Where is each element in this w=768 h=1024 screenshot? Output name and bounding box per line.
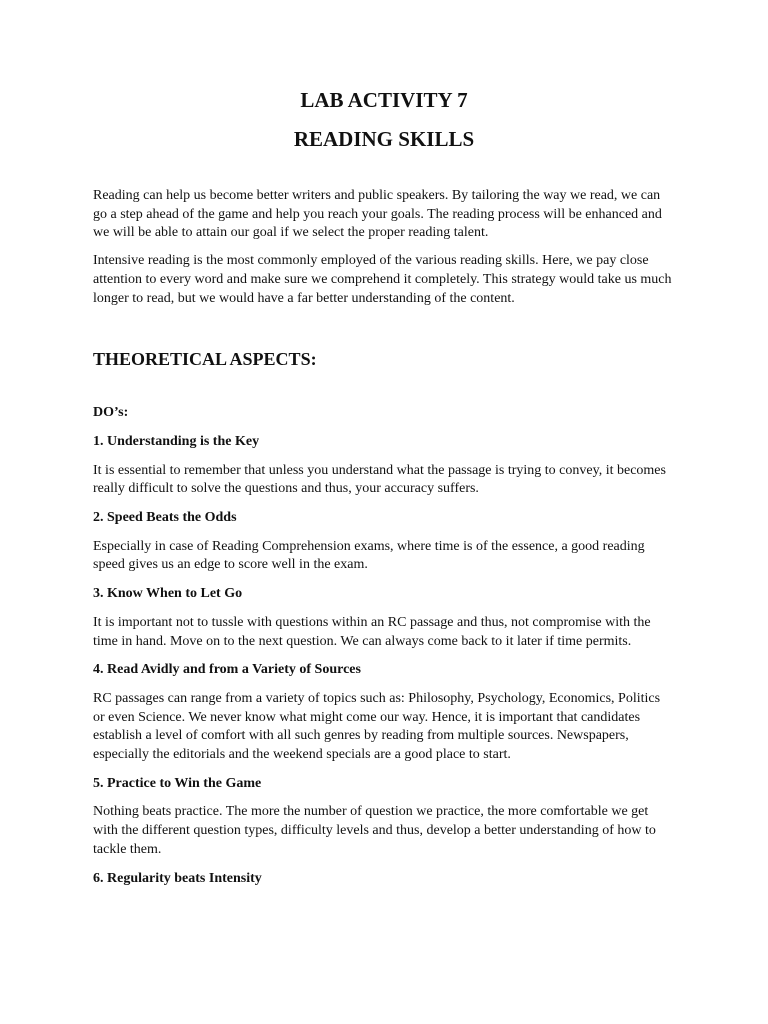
document-title: LAB ACTIVITY 7 xyxy=(300,88,468,112)
item-heading-6: 6. Regularity beats Intensity xyxy=(93,870,262,886)
dos-label: DO’s: xyxy=(93,405,129,421)
item-heading-5: 5. Practice to Win the Game xyxy=(93,775,262,791)
item-heading-4: 4. Read Avidly and from a Variety of Sources xyxy=(93,662,361,678)
item-heading-1: 1. Understanding is the Key xyxy=(93,433,260,449)
intro-paragraph-2: Intensive reading is the most commonly employed of the various reading skills. Here, we pay close attention to every word and make sure we comprehend it completely. This strategy would take us much longer to read, but we would have a far better understanding of the content. xyxy=(93,253,672,306)
intro-paragraph-1: Reading can help us become better writers and public speakers. By tailoring the way we read, we can go a step ahead of the game and help you reach your goals. The reading process will be enhanced and we will be able to attain our goal if we select the proper reading talent. xyxy=(93,188,662,241)
document-subtitle: READING SKILLS xyxy=(293,127,475,151)
item-heading-2: 2. Speed Beats the Odds xyxy=(93,510,237,526)
document-body xyxy=(93,187,673,898)
section-heading: THEORETICAL ASPECTS: xyxy=(93,349,317,370)
item-body-4: RC passages can range from a variety of topics such as: Philosophy, Psychology, Economics, Politics or even Science. We never know what might come our way. Hence, it is important that candidates establish a level of comfort with all such genres by reading from multiple sources. Newspapers, especially the editorials and the weekend specials are a good place to start. xyxy=(93,690,661,763)
item-body-3: It is important not to tussle with questions within an RC passage and thus, not compromise with the time in hand. Move on to the next question. We can always come back to it later if time permits. xyxy=(93,614,651,649)
item-heading-3: 3. Know When to Let Go xyxy=(93,586,243,602)
item-body-2: Especially in case of Reading Comprehension exams, where time is of the essence, a good reading speed gives us an edge to score well in the exam. xyxy=(93,538,645,573)
item-body-5: Nothing beats practice. The more the number of question we practice, the more comfortable we get with the different question types, difficulty levels and thus, develop a better understanding of how to tackle them. xyxy=(93,804,656,857)
item-body-1: It is essential to remember that unless you understand what the passage is trying to convey, it becomes really difficult to solve the questions and thus, your accuracy suffers. xyxy=(93,462,666,497)
